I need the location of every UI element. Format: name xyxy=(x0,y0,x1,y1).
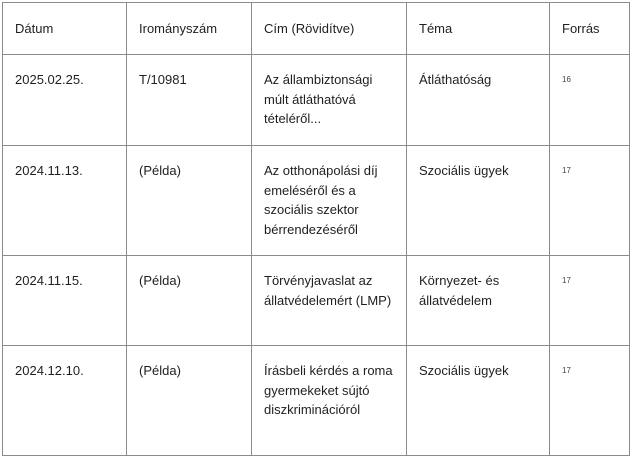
cell-source[interactable] xyxy=(550,346,630,456)
cell-document-number: (Példa) xyxy=(127,256,252,346)
table-body xyxy=(3,55,630,456)
source-reference-link[interactable]: 17 xyxy=(562,366,571,375)
header-document-number: Irományszám xyxy=(127,3,252,55)
cell-title: Írásbeli kérdés a roma gyermekeket sújtó diszkriminációról xyxy=(252,346,407,456)
cell-document-number: (Példa) xyxy=(127,146,252,256)
header-title: Cím (Rövidítve) xyxy=(252,3,407,55)
table-row xyxy=(3,55,630,146)
header-date: Dátum xyxy=(3,3,127,55)
source-reference-link[interactable]: 17 xyxy=(562,166,571,175)
document-table-container xyxy=(2,2,629,456)
cell-document-number: T/10981 xyxy=(127,55,252,146)
cell-source[interactable] xyxy=(550,256,630,346)
cell-date: 2024.12.10. xyxy=(3,346,127,456)
cell-date: 2024.11.13. xyxy=(3,146,127,256)
cell-date: 2024.11.15. xyxy=(3,256,127,346)
header-topic: Téma xyxy=(407,3,550,55)
cell-topic: Környezet- és állatvédelem xyxy=(407,256,550,346)
bills-table xyxy=(2,2,630,456)
cell-topic: Szociális ügyek xyxy=(407,346,550,456)
table-row xyxy=(3,346,630,456)
source-reference-link[interactable]: 17 xyxy=(562,276,571,285)
cell-title: Az otthonápolási díj emeléséről és a szociális szektor bérrendezéséről xyxy=(252,146,407,256)
table-row xyxy=(3,146,630,256)
table-header xyxy=(3,3,630,55)
cell-title: Az állambiztonsági múlt átláthatóvá tételéről... xyxy=(252,55,407,146)
header-source: Forrás xyxy=(550,3,630,55)
cell-document-number: (Példa) xyxy=(127,346,252,456)
cell-title: Törvényjavaslat az állatvédelemért (LMP) xyxy=(252,256,407,346)
cell-topic: Átláthatóság xyxy=(407,55,550,146)
table-row xyxy=(3,256,630,346)
cell-source[interactable] xyxy=(550,146,630,256)
source-reference-link[interactable]: 16 xyxy=(562,75,571,84)
cell-date: 2025.02.25. xyxy=(3,55,127,146)
cell-topic: Szociális ügyek xyxy=(407,146,550,256)
header-row xyxy=(3,3,630,55)
cell-source[interactable] xyxy=(550,55,630,146)
